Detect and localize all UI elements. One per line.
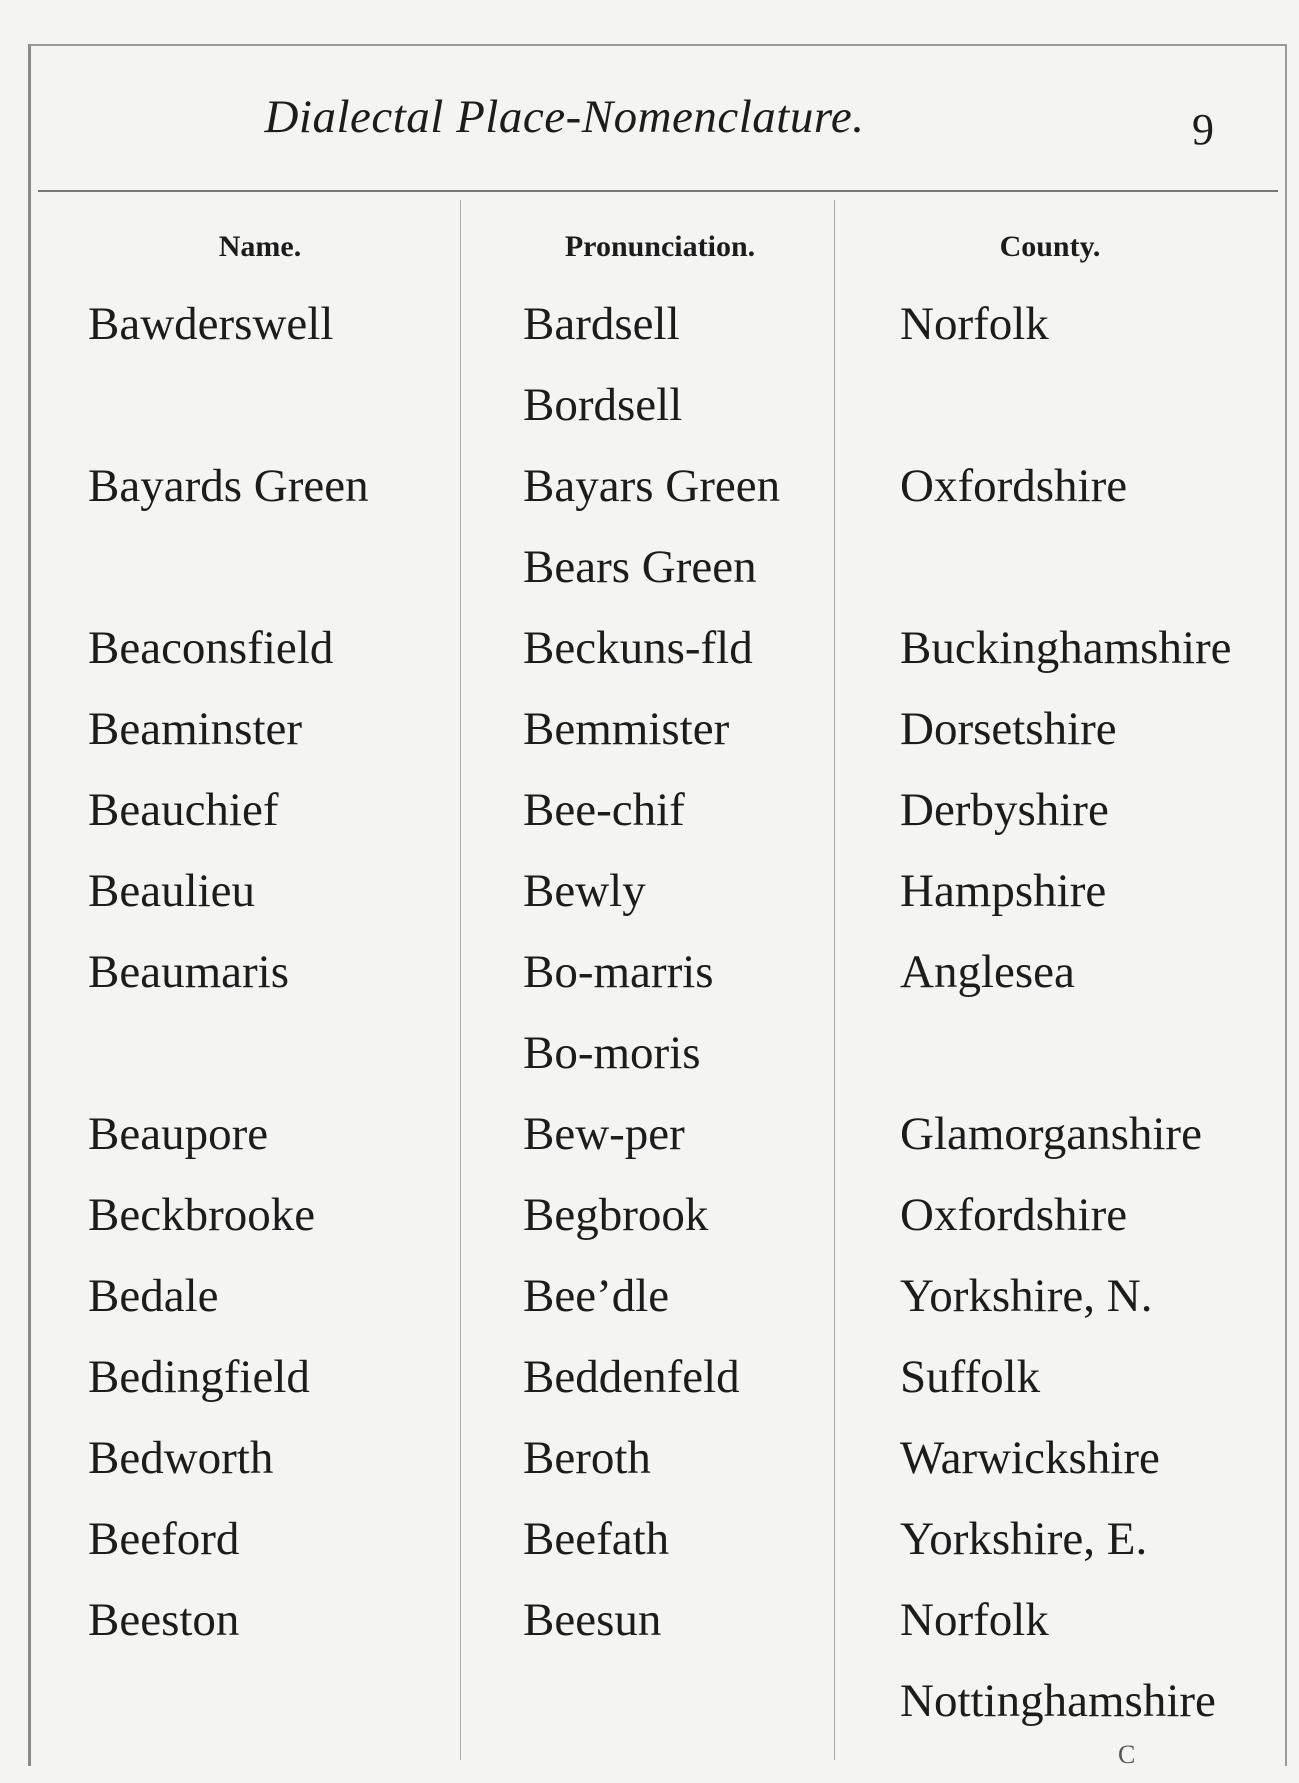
cell-name: Beaupore [88, 1108, 269, 1160]
cell-county: Suffolk [900, 1351, 1041, 1403]
cell-county: Glamorganshire [900, 1108, 1202, 1160]
table-row [0, 1661, 1299, 1742]
table-row [0, 527, 1299, 608]
cell-name: Beaconsfield [88, 622, 334, 674]
table-row [0, 1337, 1299, 1418]
column-header-county: County. [999, 230, 1101, 263]
cell-county: Yorkshire, N. [900, 1270, 1153, 1322]
cell-pronunciation: Bewly [523, 865, 646, 917]
cell-pronunciation: Bo-moris [523, 1027, 701, 1079]
cell-name: Beauchief [88, 784, 279, 836]
table-row [0, 446, 1299, 527]
column-header-pronunciation: Pronunciation. [564, 230, 756, 263]
cell-county: Yorkshire, E. [900, 1513, 1148, 1565]
cell-pronunciation: Beroth [523, 1432, 651, 1484]
table-row [0, 1094, 1299, 1175]
cell-county: Hampshire [900, 865, 1107, 917]
cell-name: Beaminster [88, 703, 303, 755]
table-body [0, 284, 1299, 1742]
cell-pronunciation: Bordsell [523, 379, 683, 431]
cell-pronunciation: Bayars Green [523, 460, 781, 512]
header-rule [38, 190, 1278, 192]
cell-name: Bedale [88, 1270, 219, 1322]
cell-name: Beaumaris [88, 946, 289, 998]
page-number: 9 [1192, 105, 1214, 154]
cell-county: Derbyshire [900, 784, 1109, 836]
cell-county: Nottinghamshire [900, 1675, 1216, 1727]
cell-name: Beeford [88, 1513, 240, 1565]
table-row [0, 1580, 1299, 1661]
cell-pronunciation: Bew-per [523, 1108, 685, 1160]
table-row [0, 365, 1299, 446]
cell-county: Oxfordshire [900, 460, 1128, 512]
cell-pronunciation: Bardsell [523, 298, 680, 350]
cell-name: Beaulieu [88, 865, 256, 917]
cell-name: Bedworth [88, 1432, 274, 1484]
table-row [0, 1013, 1299, 1094]
cell-pronunciation: Beefath [523, 1513, 670, 1565]
table-row [0, 1418, 1299, 1499]
cell-pronunciation: Beckuns-fld [523, 622, 753, 674]
cell-pronunciation: Beddenfeld [523, 1351, 740, 1403]
cell-county: Oxfordshire [900, 1189, 1128, 1241]
signature-mark: C [1118, 1740, 1136, 1769]
table-row [0, 1256, 1299, 1337]
cell-pronunciation: Bee-chif [523, 784, 685, 836]
column-header-name: Name. [218, 230, 302, 263]
cell-pronunciation: Begbrook [523, 1189, 709, 1241]
cell-county: Norfolk [900, 298, 1049, 350]
running-title-text: Dialectal Place-Nomenclature. [264, 91, 865, 143]
cell-county: Anglesea [900, 946, 1075, 998]
cell-name: Beckbrooke [88, 1189, 316, 1241]
cell-county: Norfolk [900, 1594, 1049, 1646]
cell-name: Beeston [88, 1594, 240, 1646]
cell-county: Dorsetshire [900, 703, 1117, 755]
cell-pronunciation: Bears Green [523, 541, 757, 593]
cell-pronunciation: Bee’dle [523, 1270, 670, 1322]
table-row [0, 932, 1299, 1013]
table-row [0, 851, 1299, 932]
table-row [0, 689, 1299, 770]
table-row [0, 770, 1299, 851]
cell-pronunciation: Beesun [523, 1594, 662, 1646]
table-row [0, 284, 1299, 365]
cell-name: Bayards Green [88, 460, 369, 512]
cell-county: Buckinghamshire [900, 622, 1232, 674]
cell-pronunciation: Bemmister [523, 703, 730, 755]
cell-name: Bedingfield [88, 1351, 310, 1403]
cell-name: Bawderswell [88, 298, 334, 350]
table-row [0, 1499, 1299, 1580]
table-row [0, 1175, 1299, 1256]
cell-pronunciation: Bo-marris [523, 946, 714, 998]
cell-county: Warwickshire [900, 1432, 1160, 1484]
table-row [0, 608, 1299, 689]
running-title [0, 90, 1299, 144]
